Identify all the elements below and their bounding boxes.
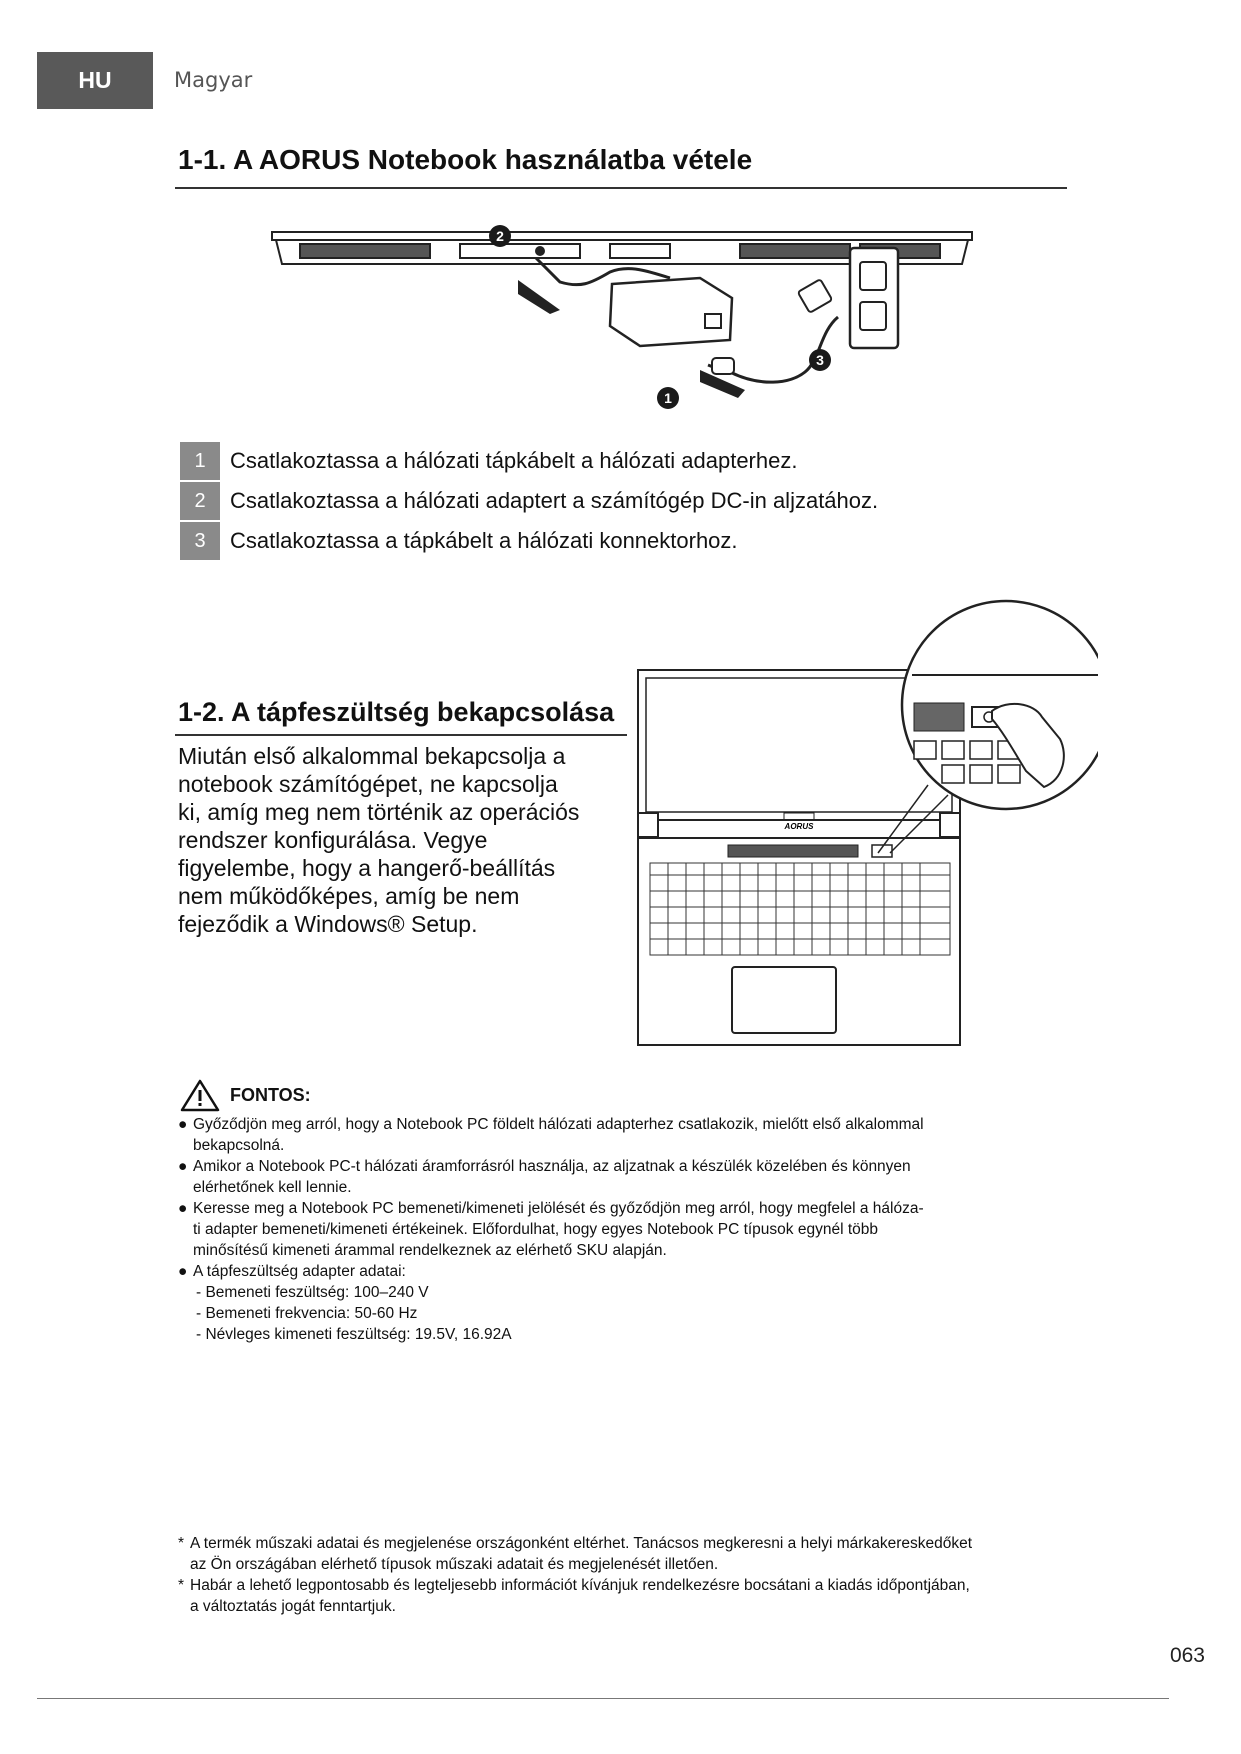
adapter-spec-item: - Bemeneti frekvencia: 50-60 Hz [196,1305,418,1322]
important-notes [178,1114,1078,1345]
language-name: Magyar [174,68,253,92]
figure-badge-1 [657,387,679,409]
step-text: Csatlakoztassa a hálózati tápkábelt a hálózati adapterhez. [230,448,798,473]
power-on-paragraph: Miután első alkalommal bekapcsolja a notebook számítógépet, ne kapcsolja ki, amíg meg nem történik az operációs rendszer konfigurálása. Vegye figyelembe, hogy a hangerő-beállítás nem működőképes, amíg be nem fejeződik a Windows® Setup. [178,743,580,937]
wall-outlet [850,248,898,348]
figure-badge-2 [489,225,511,247]
title-divider [175,734,627,736]
step-1 [180,442,797,480]
adapter-spec-item: - Névleges kimeneti feszültség: 19.5V, 16.92A [196,1326,512,1343]
step-text: Csatlakoztassa a hálózati adaptert a számítógép DC-in aljzatához. [230,488,879,513]
arrow-icon [518,280,560,314]
adapter-spec-item: - Bemeneti feszültség: 100–240 V [196,1284,429,1301]
page-number: 063 [1169,1644,1205,1667]
important-bullet: ● Győződjön meg arról, hogy a Notebook PC földelt hálózati adapterhez csatlakozik, mielőtt első alkalommal bekapcsolná. [178,1116,924,1154]
important-bullet: ● A tápfeszültség adapter adatai: [178,1263,406,1280]
language-tab: HU [37,52,153,109]
step-text: Csatlakoztassa a tápkábelt a hálózati konnektorhoz. [230,528,738,553]
svg-text:3: 3 [816,352,824,368]
laptop-logo: AORUS [784,822,814,831]
touchpad [732,967,836,1033]
section-title-power-on: 1-2. A tápfeszültség bekapcsolása [178,697,615,727]
section-title-setup: 1-1. A AORUS Notebook használatba vétele [178,144,753,175]
footer-note: * Habár a lehető legpontosabb és legteljesebb információt kívánjuk rendelkezésre bocsátani a kiadás időpontjában, a változtatás jogát fenntartjuk. [178,1577,970,1615]
step-number-badge: 3 [180,522,220,560]
title-divider [175,187,1067,189]
footer-notes [178,1533,1078,1617]
step-2 [180,482,878,520]
wall-plug [798,279,833,313]
ac-plug-connector [712,358,734,374]
keyboard [650,863,950,955]
bottom-divider [37,1698,1169,1699]
power-adapter [610,278,732,346]
svg-text:1: 1 [664,390,672,406]
step-number-badge: 2 [180,482,220,520]
power-connection-illustration [260,222,980,422]
figure-badge-3 [809,349,831,371]
important-title: FONTOS: [230,1085,311,1105]
svg-text:2: 2 [496,228,504,244]
laptop-power-button-illustration [628,595,1098,1060]
footer-note: * A termék műszaki adatai és megjelenése országonként eltérhet. Tanácsos megkeresni a helyi márkakereskedőket az Ön országában elérhető típusok műszaki adatait és megjelenését illetően. [178,1535,973,1573]
step-3 [180,522,738,560]
step-number-badge: 1 [180,442,220,480]
warning-icon [180,1078,220,1112]
important-bullet: ● Keresse meg a Notebook PC bemeneti/kimeneti jelölését és győződjön meg arról, hogy megfelel a hálóza- ti adapter bemeneti/kimeneti értékeinek. Előfordulhat, hogy egyes Notebook PC típusok egynél több minősítésű kimeneti árammal rendelkeznek az elérhető SKU alapján. [178,1200,924,1259]
important-bullet: ● Amikor a Notebook PC-t hálózati áramforrásról használja, az aljzatnak a készülék közelében és könnyen elérhetőnek kell lennie. [178,1158,911,1196]
